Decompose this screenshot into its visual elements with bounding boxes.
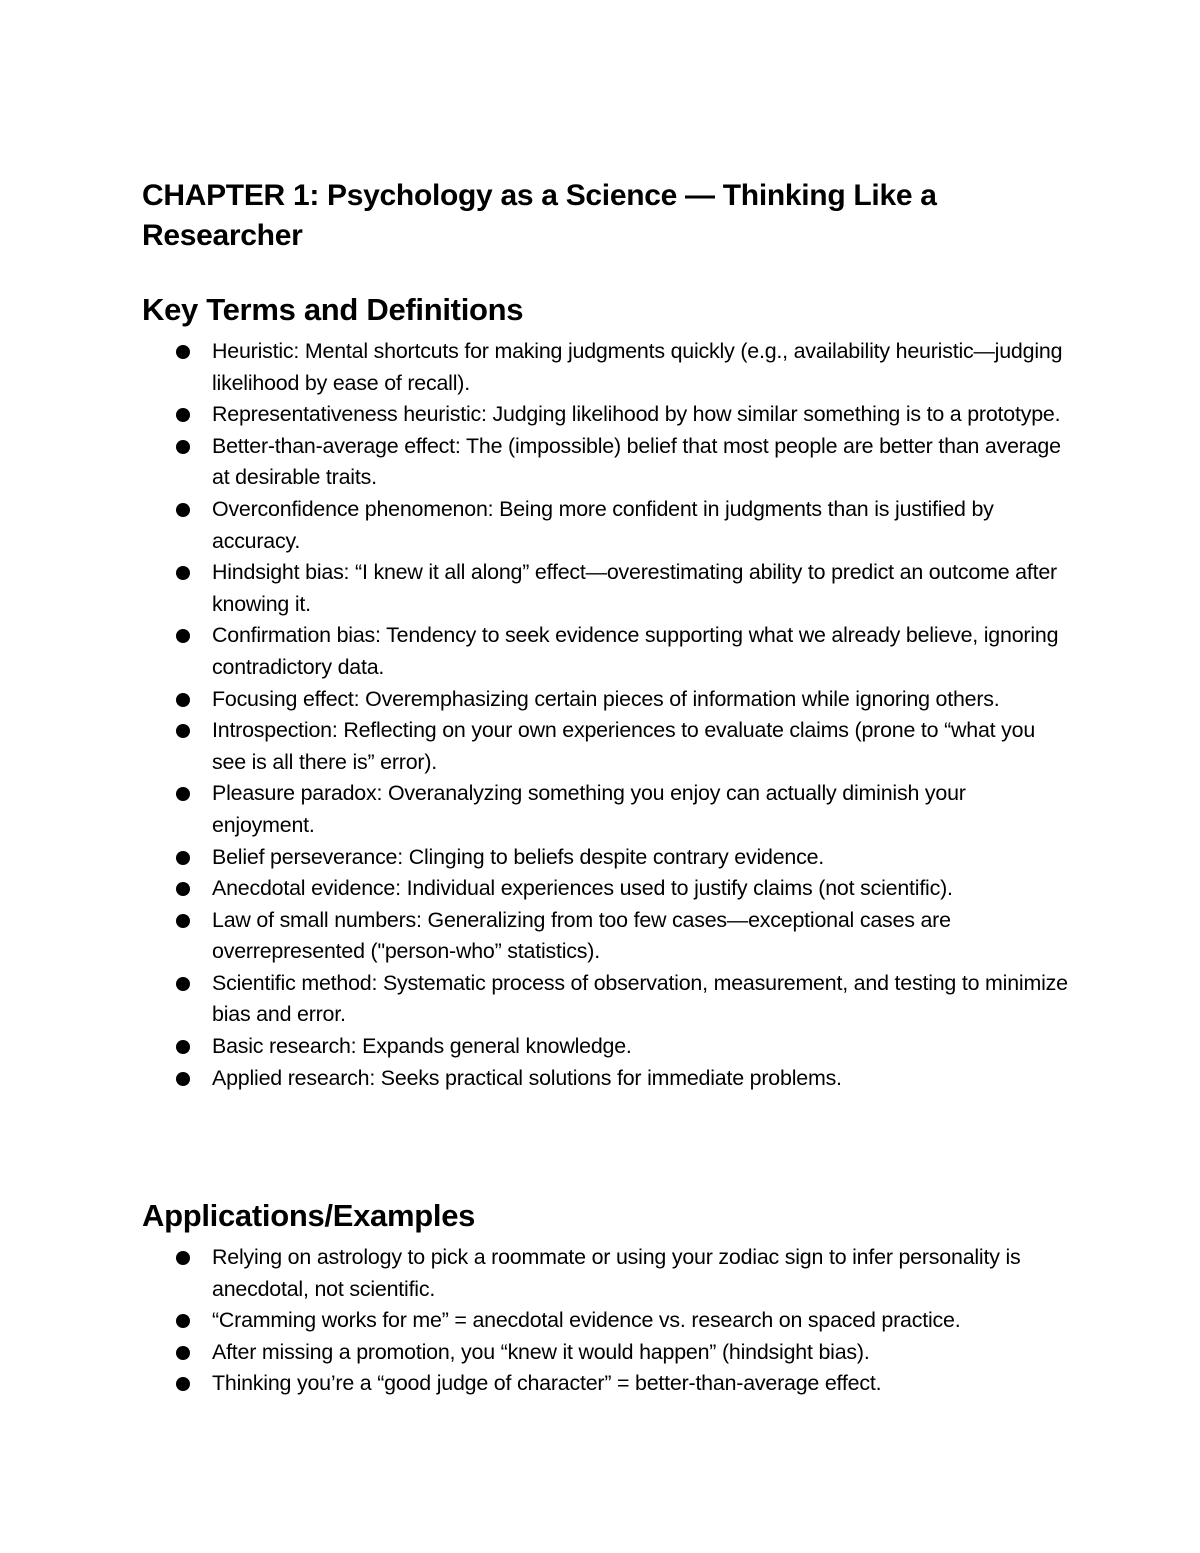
bullet-icon [176,1377,190,1391]
list-item-text: Overconfidence phenomenon: Being more confident in judgments than is justified by accuracy. [212,496,994,553]
bullet-icon [176,566,190,580]
list-item [212,715,1072,778]
chapter-title: CHAPTER 1: Psychology as a Science — Thinking Like a Researcher [142,179,937,252]
bullet-icon [176,977,190,991]
bullet-icon [176,1040,190,1054]
list-item [212,873,1072,905]
list-item-text: Basic research: Expands general knowledge. [212,1034,632,1059]
list-item [212,431,1072,494]
list-item [212,905,1072,968]
bullet-icon [176,1346,190,1360]
list-item [212,1031,1072,1063]
list-item [212,494,1072,557]
list-item-text: Law of small numbers: Generalizing from too few cases—exceptional cases are overrepresented ("person-who” statistics). [212,907,951,964]
list-item [212,1063,1072,1095]
list-item [212,1368,1072,1400]
applications-list [212,1242,1072,1400]
list-item [212,684,1072,716]
key-terms-list [212,336,1072,1094]
list-item-text: After missing a promotion, you “knew it would happen” (hindsight bias). [212,1339,870,1364]
bullet-icon [176,851,190,865]
bullet-icon [176,1072,190,1086]
list-item-text: Thinking you’re a “good judge of character” = better-than-average effect. [212,1371,882,1396]
list-item [212,1305,1072,1337]
list-item-text: Hindsight bias: “I knew it all along” effect—overestimating ability to predict an outcome after knowing it. [212,560,1057,616]
list-item [212,399,1072,431]
list-item [212,557,1072,620]
bullet-icon [176,724,190,738]
bullet-icon [176,787,190,801]
list-item-text: Focusing effect: Overemphasizing certain pieces of information while ignoring others. [212,686,1000,711]
bullet-icon [176,345,190,359]
list-item [212,620,1072,683]
list-item-text: Representativeness heuristic: Judging likelihood by how similar something is to a prototype. [212,402,1061,427]
list-item-text: Scientific method: Systematic process of observation, measurement, and testing to minimize bias and error. [212,970,1068,1027]
bullet-icon [176,440,190,454]
list-item-text: Pleasure paradox: Overanalyzing something you enjoy can actually diminish your enjoyment. [212,781,966,837]
list-item [212,1337,1072,1369]
list-item-text: Confirmation bias: Tendency to seek evidence supporting what we already believe, ignoring contradictory data. [212,623,1059,679]
bullet-icon [176,914,190,928]
list-item [212,778,1072,841]
bullet-icon [176,629,190,643]
list-item [212,336,1072,399]
bullet-icon [176,1314,190,1328]
bullet-icon [176,693,190,707]
list-item [212,968,1072,1031]
bullet-icon [176,882,190,896]
list-item-text: Belief perseverance: Clinging to beliefs despite contrary evidence. [212,844,825,869]
list-item-text: Heuristic: Mental shortcuts for making judgments quickly (e.g., availability heuristic—judging likelihood by ease of recall). [212,339,1063,395]
list-item-text: Introspection: Reflecting on your own experiences to evaluate claims (prone to “what you see is all there is” error). [212,718,1036,774]
bullet-icon [176,408,190,422]
section-heading-key-terms: Key Terms and Definitions [142,292,524,327]
list-item [212,842,1072,874]
bullet-icon [176,1251,190,1265]
list-item [212,1242,1072,1305]
section-heading-applications: Applications/Examples [142,1198,476,1233]
list-item-text: “Cramming works for me” = anecdotal evidence vs. research on spaced practice. [212,1308,961,1333]
list-item-text: Applied research: Seeks practical solutions for immediate problems. [212,1065,842,1090]
list-item-text: Anecdotal evidence: Individual experiences used to justify claims (not scientific). [212,876,953,901]
list-item-text: Relying on astrology to pick a roommate or using your zodiac sign to infer personality is anecdotal, not scientific. [212,1245,1021,1301]
list-item-text: Better-than-average effect: The (impossible) belief that most people are better than average at desirable traits. [212,433,1061,490]
bullet-icon [176,503,190,517]
